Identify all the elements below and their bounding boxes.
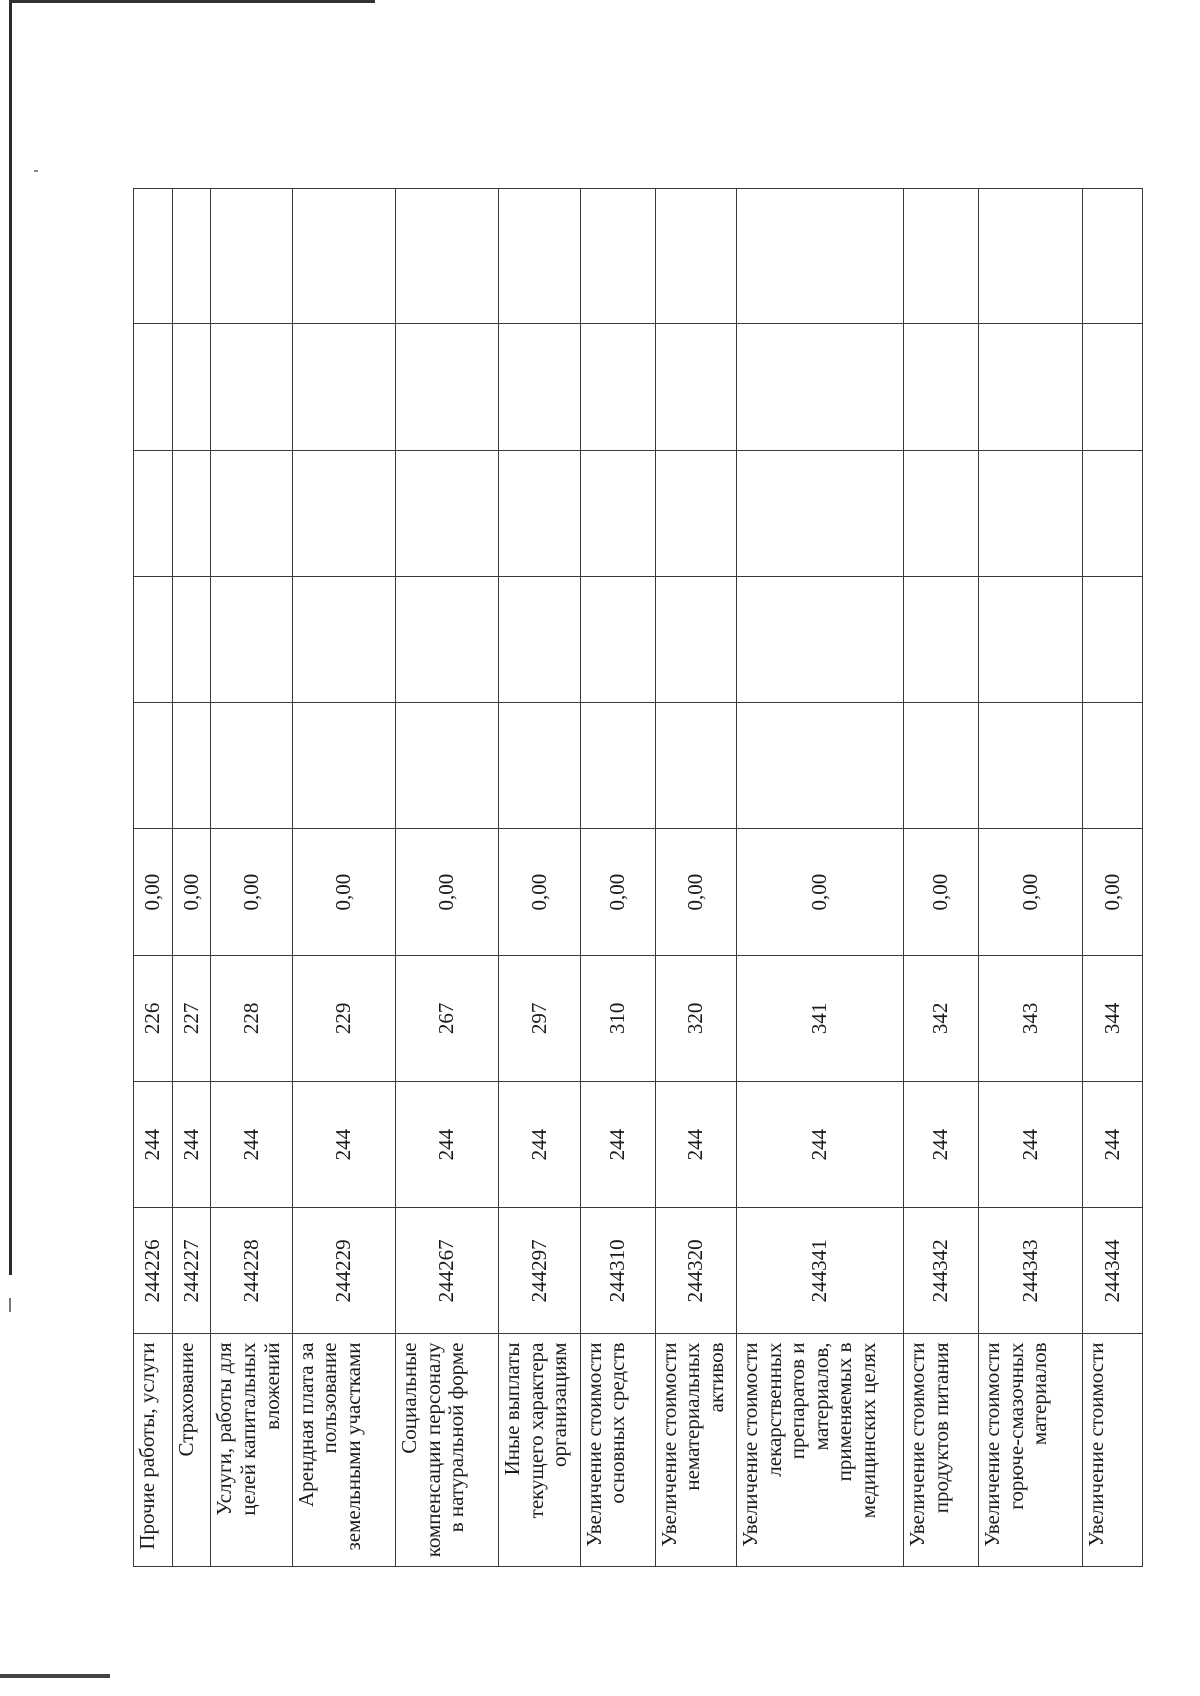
empty-cell <box>292 703 395 829</box>
empty-cell <box>134 324 173 450</box>
row-sum-cell: 0,00 <box>737 829 904 955</box>
table-row <box>211 189 292 1567</box>
row-sum-cell: 0,00 <box>396 829 499 955</box>
empty-cell <box>655 703 736 829</box>
empty-cell <box>737 450 904 576</box>
empty-cell <box>580 703 655 829</box>
empty-cell <box>396 189 499 324</box>
row-code-cell: 244310 <box>580 1208 655 1334</box>
empty-cell <box>904 576 979 702</box>
row-vr-cell: 244 <box>211 1081 292 1207</box>
row-vr-cell: 244 <box>499 1081 580 1207</box>
empty-cell <box>655 189 736 324</box>
empty-cell <box>292 576 395 702</box>
row-name-cell: Увеличение стоимости <box>1082 1334 1142 1567</box>
rotated-table-container <box>133 188 1143 1567</box>
empty-cell <box>1082 324 1142 450</box>
empty-cell <box>1082 450 1142 576</box>
scan-edge-bottom <box>0 1674 110 1678</box>
empty-cell <box>292 189 395 324</box>
table-row <box>580 189 655 1567</box>
row-kosgu-cell: 227 <box>172 955 211 1081</box>
empty-cell <box>979 189 1082 324</box>
empty-cell <box>396 450 499 576</box>
row-kosgu-cell: 320 <box>655 955 736 1081</box>
table-row <box>655 189 736 1567</box>
empty-cell <box>211 189 292 324</box>
row-code-cell: 244342 <box>904 1208 979 1334</box>
empty-cell <box>1082 703 1142 829</box>
row-code-cell: 244297 <box>499 1208 580 1334</box>
empty-cell <box>904 324 979 450</box>
row-code-cell: 244227 <box>172 1208 211 1334</box>
empty-cell <box>580 450 655 576</box>
row-sum-cell: 0,00 <box>580 829 655 955</box>
row-code-cell: 244341 <box>737 1208 904 1334</box>
empty-cell <box>134 450 173 576</box>
empty-cell <box>904 189 979 324</box>
scan-edge-left <box>9 0 12 1275</box>
empty-cell <box>172 576 211 702</box>
empty-cell <box>1082 576 1142 702</box>
empty-cell <box>979 324 1082 450</box>
row-sum-cell: 0,00 <box>134 829 173 955</box>
row-kosgu-cell: 228 <box>211 955 292 1081</box>
empty-cell <box>499 703 580 829</box>
row-name-cell: Увеличение стоимости основных средств <box>580 1334 655 1567</box>
empty-cell <box>292 324 395 450</box>
empty-cell <box>211 324 292 450</box>
table-row <box>172 189 211 1567</box>
row-name-cell: Прочие работы, услуги <box>134 1334 173 1567</box>
expense-table <box>133 188 1143 1567</box>
empty-cell <box>172 703 211 829</box>
row-code-cell: 244226 <box>134 1208 173 1334</box>
empty-cell <box>979 450 1082 576</box>
empty-cell <box>979 576 1082 702</box>
row-code-cell: 244267 <box>396 1208 499 1334</box>
row-kosgu-cell: 229 <box>292 955 395 1081</box>
row-kosgu-cell: 310 <box>580 955 655 1081</box>
row-sum-cell: 0,00 <box>979 829 1082 955</box>
row-vr-cell: 244 <box>396 1081 499 1207</box>
empty-cell <box>499 324 580 450</box>
table-row <box>396 189 499 1567</box>
empty-cell <box>292 450 395 576</box>
row-vr-cell: 244 <box>172 1081 211 1207</box>
row-name-cell: Увеличение стоимости лекарственных препаратов и материалов, применяемых в медицинских целях <box>737 1334 904 1567</box>
row-vr-cell: 244 <box>292 1081 395 1207</box>
row-kosgu-cell: 226 <box>134 955 173 1081</box>
row-sum-cell: 0,00 <box>211 829 292 955</box>
row-code-cell: 244320 <box>655 1208 736 1334</box>
table-row <box>737 189 904 1567</box>
empty-cell <box>396 703 499 829</box>
row-sum-cell: 0,00 <box>904 829 979 955</box>
empty-cell <box>979 703 1082 829</box>
row-kosgu-cell: 343 <box>979 955 1082 1081</box>
empty-cell <box>172 324 211 450</box>
table-body <box>134 189 1143 1567</box>
scan-edge-top <box>9 0 375 3</box>
row-vr-cell: 244 <box>904 1081 979 1207</box>
row-code-cell: 244344 <box>1082 1208 1142 1334</box>
row-name-cell: Увеличение стоимости нематериальных активов <box>655 1334 736 1567</box>
scan-artifact <box>9 1298 11 1312</box>
empty-cell <box>211 703 292 829</box>
row-vr-cell: 244 <box>737 1081 904 1207</box>
empty-cell <box>1082 189 1142 324</box>
empty-cell <box>580 324 655 450</box>
empty-cell <box>172 189 211 324</box>
empty-cell <box>396 576 499 702</box>
empty-cell <box>396 324 499 450</box>
row-kosgu-cell: 344 <box>1082 955 1142 1081</box>
row-sum-cell: 0,00 <box>655 829 736 955</box>
row-sum-cell: 0,00 <box>292 829 395 955</box>
empty-cell <box>580 576 655 702</box>
empty-cell <box>172 450 211 576</box>
empty-cell <box>499 576 580 702</box>
row-name-cell: Иные выплаты текущего характера организациям <box>499 1334 580 1567</box>
table-row <box>1082 189 1142 1567</box>
row-kosgu-cell: 342 <box>904 955 979 1081</box>
row-name-cell: Арендная плата за пользование земельными участками <box>292 1334 395 1567</box>
row-sum-cell: 0,00 <box>1082 829 1142 955</box>
empty-cell <box>737 324 904 450</box>
row-sum-cell: 0,00 <box>499 829 580 955</box>
row-name-cell: Увеличение стоимости продуктов питания <box>904 1334 979 1567</box>
empty-cell <box>499 450 580 576</box>
empty-cell <box>737 703 904 829</box>
row-name-cell: Страхование <box>172 1334 211 1567</box>
table-row <box>904 189 979 1567</box>
row-sum-cell: 0,00 <box>172 829 211 955</box>
row-name-cell: Социальные компенсации персоналу в натуральной форме <box>396 1334 499 1567</box>
table-row <box>499 189 580 1567</box>
row-kosgu-cell: 297 <box>499 955 580 1081</box>
empty-cell <box>655 324 736 450</box>
empty-cell <box>499 189 580 324</box>
row-name-cell: Услуги, работы для целей капитальных вложений <box>211 1334 292 1567</box>
empty-cell <box>655 450 736 576</box>
empty-cell <box>904 703 979 829</box>
row-name-cell: Увеличение стоимости горюче-смазочных материалов <box>979 1334 1082 1567</box>
empty-cell <box>134 189 173 324</box>
row-code-cell: 244228 <box>211 1208 292 1334</box>
empty-cell <box>904 450 979 576</box>
empty-cell <box>580 189 655 324</box>
table-row <box>979 189 1082 1567</box>
empty-cell <box>134 703 173 829</box>
row-code-cell: 244343 <box>979 1208 1082 1334</box>
empty-cell <box>655 576 736 702</box>
row-kosgu-cell: 267 <box>396 955 499 1081</box>
row-vr-cell: 244 <box>580 1081 655 1207</box>
row-vr-cell: 244 <box>979 1081 1082 1207</box>
row-vr-cell: 244 <box>1082 1081 1142 1207</box>
empty-cell <box>211 576 292 702</box>
empty-cell <box>737 189 904 324</box>
row-vr-cell: 244 <box>655 1081 736 1207</box>
empty-cell <box>737 576 904 702</box>
table-row <box>292 189 395 1567</box>
scan-artifact <box>34 170 38 172</box>
table-row <box>134 189 173 1567</box>
empty-cell <box>211 450 292 576</box>
row-vr-cell: 244 <box>134 1081 173 1207</box>
row-kosgu-cell: 341 <box>737 955 904 1081</box>
empty-cell <box>134 576 173 702</box>
row-code-cell: 244229 <box>292 1208 395 1334</box>
